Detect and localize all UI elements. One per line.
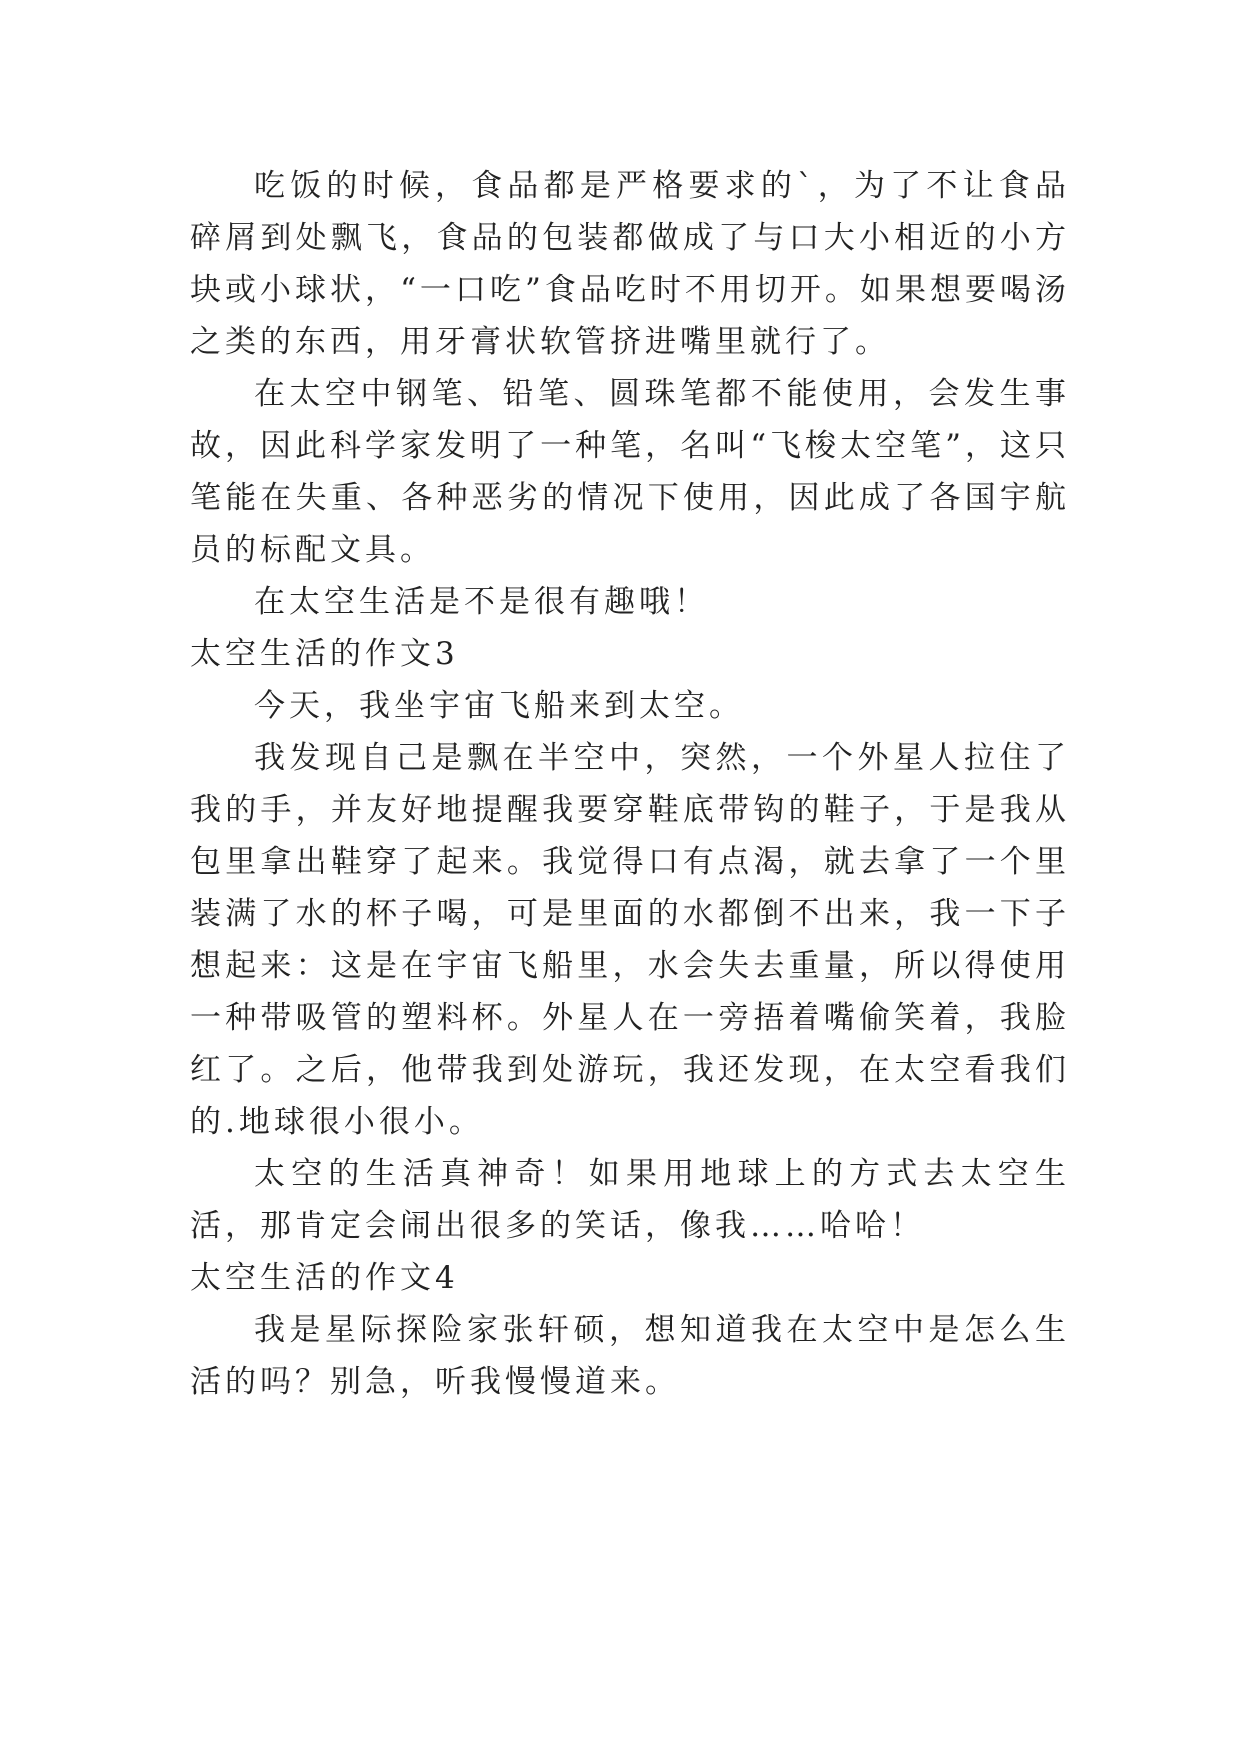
section-heading-essay-3: 太空生活的作文3 <box>190 636 459 672</box>
paragraph-fun-question: 在太空生活是不是很有趣哦！ <box>254 584 709 620</box>
paragraph-food: 吃饭的时候，食品都是严格要求的`，为了不让食品碎屑到处飘飞，食品的包装都做成了与口大小相近的小方块或小球状，“一口吃”食品吃时不用切开。如果想要喝汤之类的东西，用牙膏状软管挤进嘴里就行了。 <box>190 168 1070 360</box>
paragraph-alien-encounter: 我发现自己是飘在半空中，突然，一个外星人拉住了我的手，并友好地提醒我要穿鞋底带钩的鞋子，于是我从包里拿出鞋穿了起来。我觉得口有点渴，就去拿了一个里装满了水的杯子喝，可是里面的水都倒不出来，我一下子想起来：这是在宇宙飞船里，水会失去重量，所以得使用一种带吸管的塑料杯。外星人在一旁捂着嘴偷笑着，我脸红了。之后，他带我到处游玩，我还发现，在太空看我们的.地球很小很小。 <box>190 740 1070 1140</box>
paragraph-explorer-intro: 我是星际探险家张轩硕，想知道我在太空中是怎么生活的吗？别急，听我慢慢道来。 <box>190 1312 1070 1400</box>
paragraph-arrival: 今天，我坐宇宙飞船来到太空。 <box>254 688 744 724</box>
paragraph-space-pen: 在太空中钢笔、铅笔、圆珠笔都不能使用，会发生事故，因此科学家发明了一种笔，名叫“飞梭太空笔”，这只笔能在失重、各种恶劣的情况下使用，因此成了各国宇航员的标配文具。 <box>190 376 1070 568</box>
document-body <box>190 160 1070 1408</box>
section-heading-essay-4: 太空生活的作文4 <box>190 1260 459 1296</box>
paragraph-conclusion: 太空的生活真神奇！如果用地球上的方式去太空生活，那肯定会闹出很多的笑话，像我……哈哈！ <box>190 1156 1070 1244</box>
